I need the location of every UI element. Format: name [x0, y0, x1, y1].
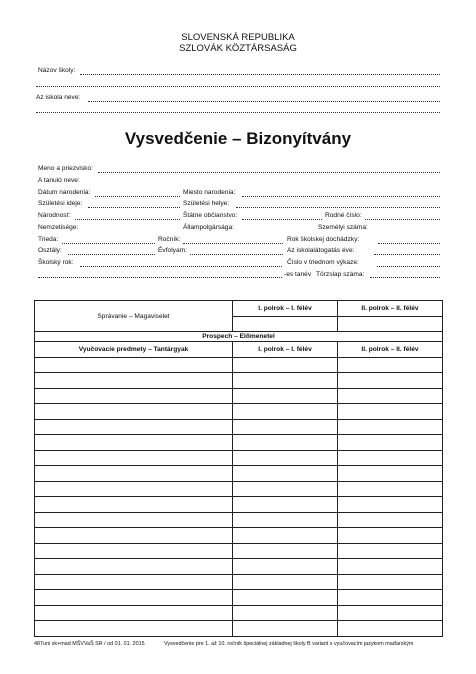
- period1-grade-cell[interactable]: [233, 450, 338, 466]
- register-number-label-hu: Törzslap száma:: [316, 271, 365, 278]
- subject-name-cell[interactable]: [35, 543, 233, 559]
- citizenship-field[interactable]: [242, 219, 322, 220]
- subject-name-cell[interactable]: [35, 404, 233, 420]
- name-field[interactable]: [98, 172, 440, 173]
- period2-grade-cell[interactable]: [338, 559, 443, 575]
- period1-grade-cell[interactable]: [233, 621, 338, 637]
- school-year-field[interactable]: [80, 266, 282, 267]
- period2-grade-cell[interactable]: [338, 528, 443, 544]
- period2-grade-cell[interactable]: [338, 574, 443, 590]
- subject-name-cell[interactable]: [35, 497, 233, 513]
- period2-grade-cell[interactable]: [338, 388, 443, 404]
- subject-row: [35, 373, 443, 389]
- subject-name-cell[interactable]: [35, 388, 233, 404]
- period1-grade-cell[interactable]: [233, 404, 338, 420]
- period2-grade-cell[interactable]: [338, 605, 443, 621]
- progress-label: Prospech – Előmenetel: [35, 332, 443, 342]
- form-description: Vysvedčenie pre 1. až 10. ročník špeciálnej základnej školy B variant s vyučovacím jazykom maďarským: [164, 641, 414, 647]
- subject-row: [35, 621, 443, 637]
- school-year-hu-field[interactable]: [38, 277, 282, 278]
- birth-date-label-hu: Születési ideje:: [38, 200, 83, 207]
- birth-date-label: Dátum narodenia:: [38, 189, 91, 196]
- period1-grade-cell[interactable]: [233, 512, 338, 528]
- grades-table: [34, 300, 443, 637]
- period1-grade-cell[interactable]: [233, 435, 338, 451]
- period1-grade-cell[interactable]: [233, 419, 338, 435]
- class-field[interactable]: [62, 243, 155, 244]
- conduct-period2-cell[interactable]: [338, 316, 443, 332]
- subject-name-cell[interactable]: [35, 605, 233, 621]
- period2-grade-cell[interactable]: [338, 481, 443, 497]
- conduct-period1-cell[interactable]: [233, 316, 338, 332]
- attendance-year-hu-field[interactable]: [374, 254, 440, 255]
- period1-grade-cell[interactable]: [233, 559, 338, 575]
- period2-grade-cell[interactable]: [338, 497, 443, 513]
- subject-row: [35, 357, 443, 373]
- period2-grade-cell[interactable]: [338, 450, 443, 466]
- school-year-label: Školský rok:: [38, 259, 74, 266]
- period2-grade-cell[interactable]: [338, 419, 443, 435]
- period2-grade-cell[interactable]: [338, 373, 443, 389]
- school-name-hu-line-2[interactable]: [36, 112, 440, 113]
- school-year-label-hu: -es tanév: [284, 271, 312, 278]
- school-name-line[interactable]: [80, 74, 440, 75]
- form-code: 487uni sk+mad MŠVVaŠ SR / od 01. 01. 2015: [34, 641, 145, 647]
- subject-row: [35, 528, 443, 544]
- birth-place-label: Miesto narodenia:: [183, 189, 236, 196]
- subject-row: [35, 497, 443, 513]
- nationality-label-hu: Nemzetisége:: [38, 224, 79, 231]
- birth-date-field[interactable]: [95, 196, 180, 197]
- subject-row: [35, 574, 443, 590]
- period2-grade-cell[interactable]: [338, 404, 443, 420]
- class-hu-field[interactable]: [68, 254, 155, 255]
- citizenship-label: Štátne občianstvo:: [183, 212, 238, 219]
- subject-name-cell[interactable]: [35, 373, 233, 389]
- subjects-header-row: [35, 342, 443, 358]
- class-label: Trieda:: [38, 236, 59, 243]
- grade-hu-field[interactable]: [190, 254, 283, 255]
- period2-grade-cell[interactable]: [338, 590, 443, 606]
- subject-name-cell[interactable]: [35, 590, 233, 606]
- period1-grade-cell[interactable]: [233, 357, 338, 373]
- name-label-hu: A tanuló neve:: [38, 177, 80, 184]
- school-name-hu-line[interactable]: [88, 101, 440, 102]
- document-title: Vysvedčenie – Bizonyítvány: [124, 129, 352, 148]
- period1-grade-cell[interactable]: [233, 543, 338, 559]
- subject-name-cell[interactable]: [35, 419, 233, 435]
- grade-label: Ročník:: [158, 236, 181, 243]
- subject-rows: [35, 357, 443, 636]
- period1-grade-cell[interactable]: [233, 528, 338, 544]
- register-number-label: Číslo v triednom výkaze:: [287, 259, 359, 266]
- subject-row: [35, 404, 443, 420]
- nationality-label: Národnosť:: [38, 212, 71, 219]
- birth-place-hu-field[interactable]: [236, 207, 440, 208]
- conduct-period2-header: II. polrok – II. félév: [338, 301, 443, 317]
- period1-grade-cell[interactable]: [233, 605, 338, 621]
- subject-name-cell[interactable]: [35, 512, 233, 528]
- subjects-period1-header: I. polrok – I. félév: [233, 342, 338, 358]
- period1-grade-cell[interactable]: [233, 466, 338, 482]
- period2-grade-cell[interactable]: [338, 621, 443, 637]
- subjects-period2-header: II. polrok – II. félév: [338, 342, 443, 358]
- period2-grade-cell[interactable]: [338, 466, 443, 482]
- school-name-label: Názov školy:: [38, 67, 76, 74]
- id-number-label-hu: Személyi száma:: [318, 224, 368, 231]
- country-name-sk: SLOVENSKÁ REPUBLIKA: [181, 32, 295, 43]
- subjects-label: Vyučovacie predmety – Tantárgyak: [35, 342, 233, 358]
- birth-place-label-hu: Születési helye:: [183, 200, 230, 207]
- subject-row: [35, 466, 443, 482]
- citizenship-label-hu: Állampolgársága:: [183, 224, 234, 231]
- period1-grade-cell[interactable]: [233, 590, 338, 606]
- subject-row: [35, 388, 443, 404]
- birth-place-field[interactable]: [242, 196, 440, 197]
- name-label: Meno a priezvisko:: [38, 165, 93, 172]
- subject-name-cell[interactable]: [35, 574, 233, 590]
- subject-name-cell[interactable]: [35, 528, 233, 544]
- subject-name-cell[interactable]: [35, 466, 233, 482]
- school-name-label-hu: Az iskola neve:: [36, 94, 81, 101]
- register-number-hu-field[interactable]: [370, 277, 440, 278]
- subject-row: [35, 605, 443, 621]
- subject-name-cell[interactable]: [35, 559, 233, 575]
- period1-grade-cell[interactable]: [233, 388, 338, 404]
- grade-label-hu: Évfolyam:: [158, 247, 187, 254]
- subject-row: [35, 543, 443, 559]
- period1-grade-cell[interactable]: [233, 574, 338, 590]
- attendance-year-label: Rok školskej dochádzky:: [287, 236, 360, 243]
- progress-row: [35, 332, 443, 342]
- school-name-line-2[interactable]: [36, 86, 440, 87]
- attendance-year-label-hu: Az iskolalátogatás éve:: [287, 247, 355, 254]
- period2-grade-cell[interactable]: [338, 435, 443, 451]
- subject-name-cell[interactable]: [35, 481, 233, 497]
- subject-row: [35, 512, 443, 528]
- country-name-hu: SZLOVÁK KÖZTÁRSASÁG: [179, 43, 297, 54]
- subject-name-cell[interactable]: [35, 435, 233, 451]
- subject-row: [35, 590, 443, 606]
- period1-grade-cell[interactable]: [233, 497, 338, 513]
- subject-row: [35, 559, 443, 575]
- grade-field[interactable]: [183, 243, 283, 244]
- period2-grade-cell[interactable]: [338, 543, 443, 559]
- register-number-field[interactable]: [377, 266, 440, 267]
- subject-row: [35, 419, 443, 435]
- period2-grade-cell[interactable]: [338, 357, 443, 373]
- class-label-hu: Osztály:: [38, 247, 62, 254]
- subject-name-cell[interactable]: [35, 621, 233, 637]
- nationality-field[interactable]: [75, 219, 180, 220]
- conduct-label: Správanie – Magaviselet: [35, 301, 233, 332]
- subject-row: [35, 450, 443, 466]
- subject-row: [35, 435, 443, 451]
- period1-grade-cell[interactable]: [233, 481, 338, 497]
- birth-number-field[interactable]: [365, 219, 440, 220]
- conduct-period1-header: I. polrok – I. félév: [233, 301, 338, 317]
- birth-number-label: Rodné číslo:: [325, 212, 362, 219]
- subject-name-cell[interactable]: [35, 357, 233, 373]
- birth-date-hu-field[interactable]: [88, 207, 180, 208]
- attendance-year-field[interactable]: [378, 243, 440, 244]
- subject-name-cell[interactable]: [35, 450, 233, 466]
- conduct-header-row: [35, 301, 443, 317]
- period1-grade-cell[interactable]: [233, 373, 338, 389]
- subject-row: [35, 481, 443, 497]
- period2-grade-cell[interactable]: [338, 512, 443, 528]
